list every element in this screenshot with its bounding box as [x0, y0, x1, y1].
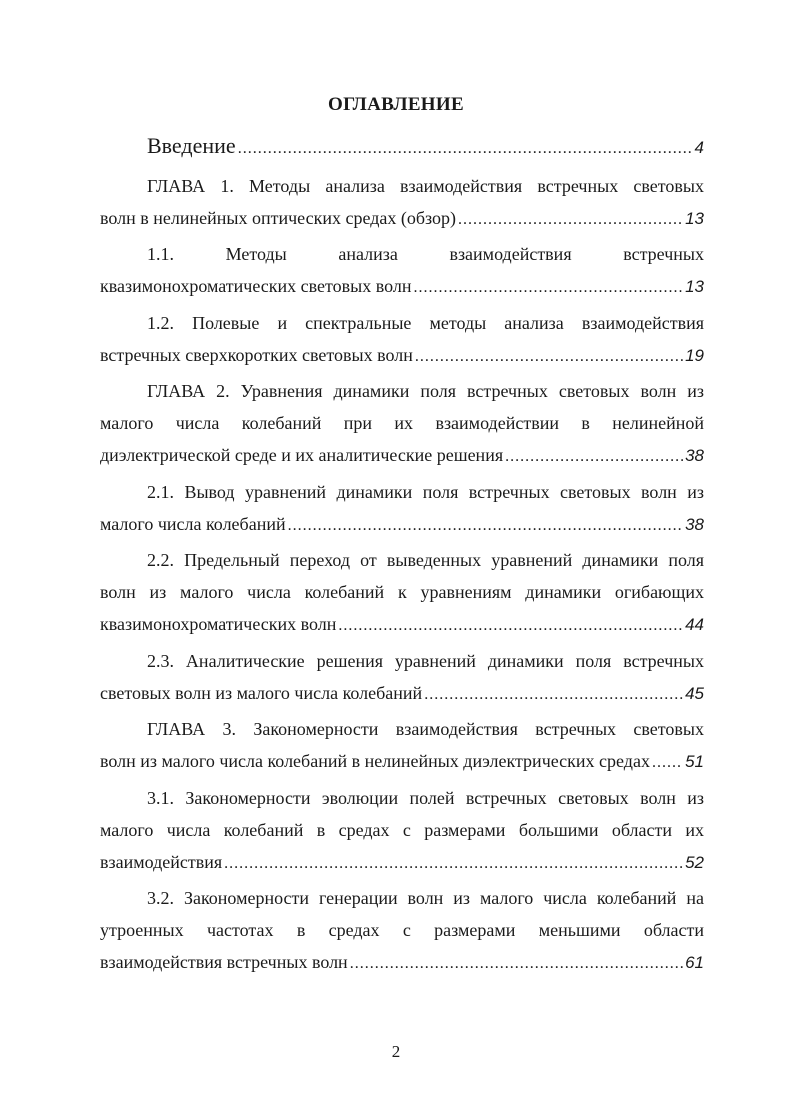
toc-entry-text: Введение [147, 133, 236, 158]
toc-entry-line[interactable]: малого числа колебаний в средах с размерами большими области их [100, 820, 704, 840]
dot-leader [224, 853, 683, 875]
toc-entry-line[interactable]: взаимодействия встречных волн ..... 61 [100, 951, 704, 973]
dot-leader [413, 277, 683, 299]
toc-entry-line[interactable]: ГЛАВА 3. Закономерности взаимодействия встречных световых [147, 719, 704, 739]
toc-entry-line[interactable]: 2.1. Вывод уравнений динамики поля встречных световых волн из [147, 482, 704, 502]
toc-entry-line[interactable]: ГЛАВА 1. Методы анализа взаимодействия встречных световых [147, 176, 704, 196]
dot-leader [505, 446, 683, 468]
toc-entry-line[interactable]: волн из малого числа колебаний в нелинейных диэлектрических средах ..... 51 [100, 750, 704, 772]
toc-entry-line[interactable]: квазимонохроматических волн ..... 44 [100, 613, 704, 635]
page-title: ОГЛАВЛЕНИЕ [328, 94, 464, 115]
dot-leader [652, 752, 683, 774]
toc-entry-line[interactable]: малого числа колебаний при их взаимодействии в нелинейной [100, 413, 704, 433]
toc-page-number: 44 [685, 615, 704, 634]
dot-leader [238, 136, 693, 162]
dot-leader [288, 515, 683, 537]
toc-entry-line[interactable]: 3.1. Закономерности эволюции полей встречных световых волн из [147, 788, 704, 808]
toc-page-number: 13 [685, 277, 704, 296]
toc-entry-line[interactable]: ГЛАВА 2. Уравнения динамики поля встречных световых волн из [147, 381, 704, 401]
toc-entry-line[interactable]: диэлектрической среде и их аналитические решения ..... 38 [100, 444, 704, 466]
toc-entry-line[interactable]: малого числа колебаний ..... 38 [100, 513, 704, 535]
toc-page-number: 4 [694, 138, 704, 157]
toc-entry-line[interactable]: 3.2. Закономерности генерации волн из малого числа колебаний на [147, 888, 704, 908]
toc-entry-line[interactable]: волн в нелинейных оптических средах (обзор) ..... 13 [100, 207, 704, 229]
toc-page-number: 52 [685, 853, 704, 872]
dot-leader [424, 684, 683, 706]
toc-page-number: 61 [685, 953, 704, 972]
toc-entry-line[interactable]: квазимонохроматических световых волн ..... 13 [100, 275, 704, 297]
dot-leader [415, 346, 683, 368]
dot-leader [458, 209, 683, 231]
toc-page-number: 13 [685, 209, 704, 228]
page-number: 2 [391, 1042, 401, 1061]
toc-entry-line[interactable]: 1.2. Полевые и спектральные методы анализа взаимодействия [147, 313, 704, 333]
toc-entry-line[interactable]: 2.2. Предельный переход от выведенных уравнений динамики поля [147, 550, 704, 570]
toc-page-number: 19 [685, 346, 704, 365]
toc-entry-line[interactable]: 1.1. Методы анализа взаимодействия встречных [147, 244, 704, 264]
toc-entry-line[interactable]: волн из малого числа колебаний к уравнениям динамики огибающих [100, 582, 704, 602]
toc-entry-line[interactable]: световых волн из малого числа колебаний ..... 45 [100, 682, 704, 704]
toc-page-number: 45 [685, 684, 704, 703]
toc-entry-line[interactable]: утроенных частотах в средах с размерами меньшими области [100, 920, 704, 940]
dot-leader [338, 615, 683, 637]
toc-entry-line[interactable]: взаимодействия ..... 52 [100, 851, 704, 873]
toc-page-number: 51 [685, 752, 704, 771]
toc-entry-line[interactable]: 2.3. Аналитические решения уравнений динамики поля встречных [147, 651, 704, 671]
toc-page-number: 38 [685, 515, 704, 534]
toc-entry-intro[interactable] [147, 133, 704, 159]
toc-entry-line[interactable]: встречных сверхкоротких световых волн ..... 19 [100, 344, 704, 366]
dot-leader [350, 953, 683, 975]
toc-page-number: 38 [685, 446, 704, 465]
